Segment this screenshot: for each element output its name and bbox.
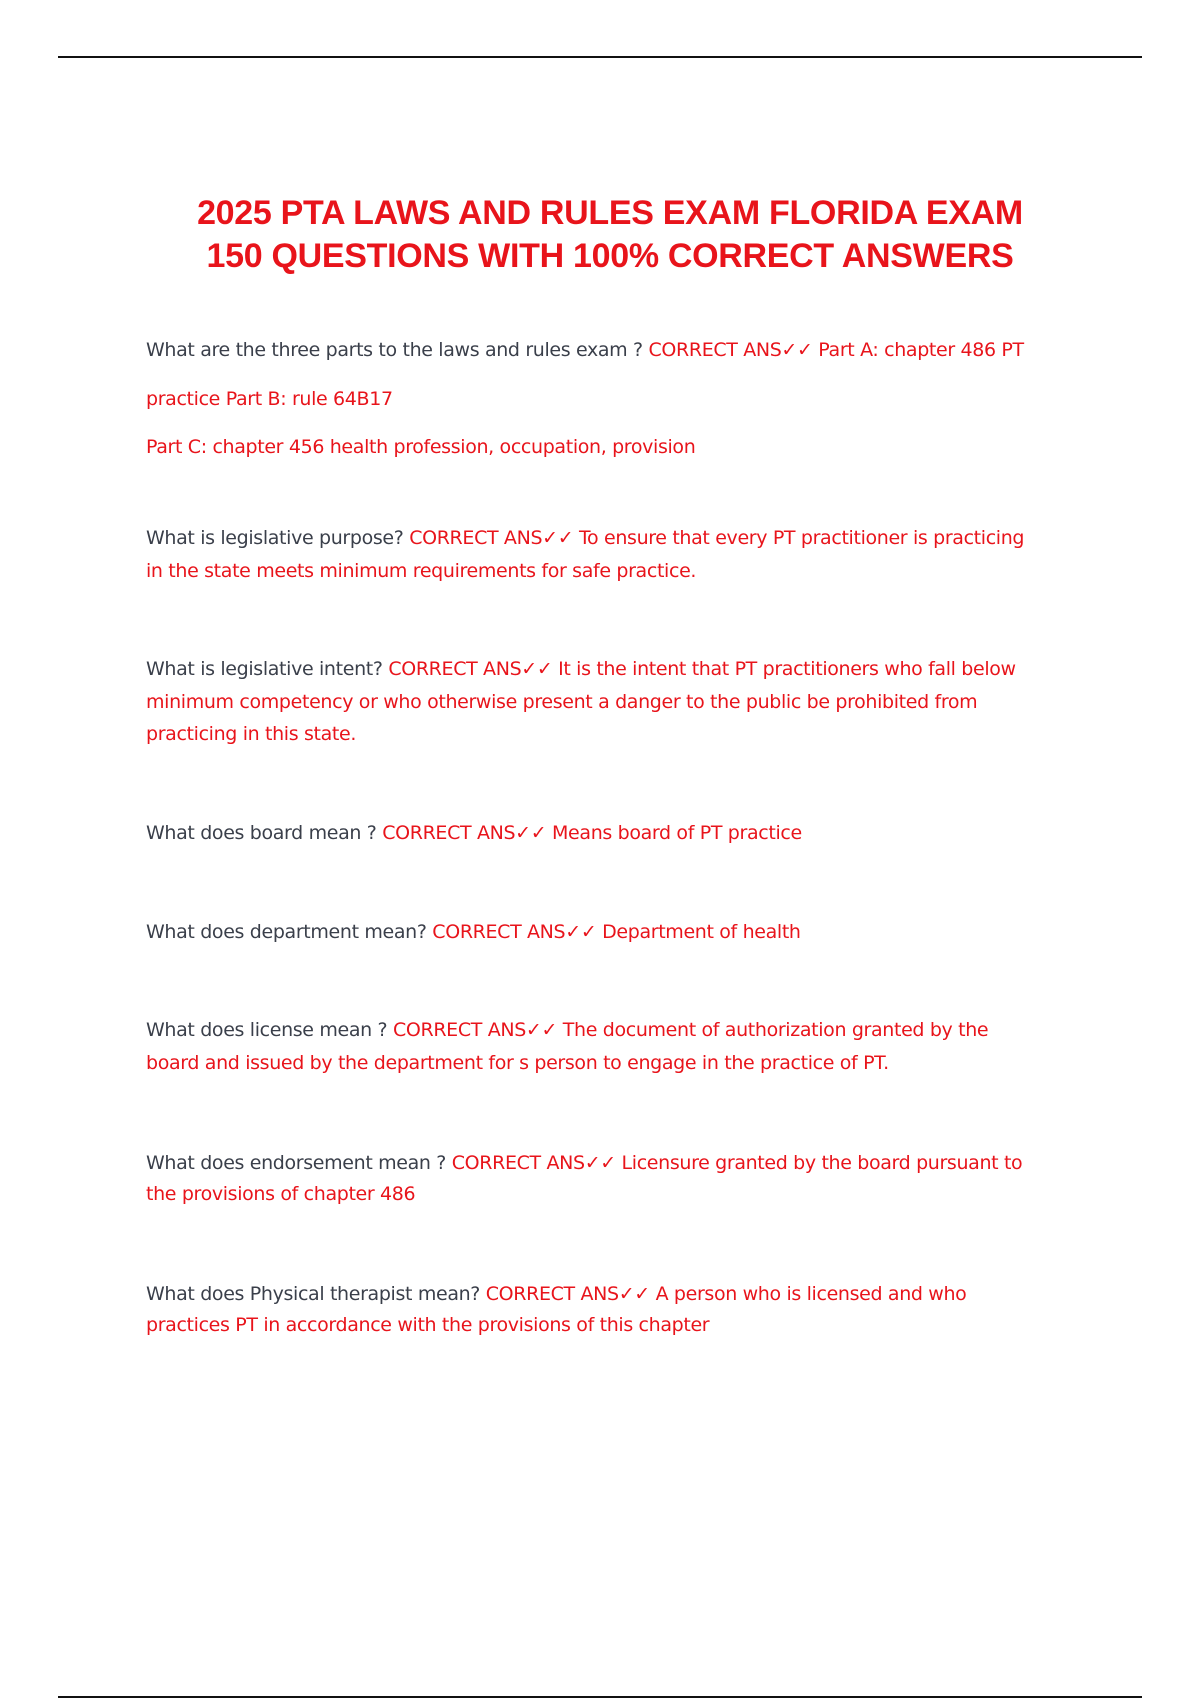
- answer-text: Licensure granted by the board pursuant to: [621, 1152, 1023, 1174]
- answer-text: the provisions of chapter 486: [146, 1182, 416, 1205]
- answer-text: To ensure that every PT practitioner is practicing: [579, 527, 1025, 549]
- qa-item-3: [146, 653, 1086, 751]
- answer-marker: CORRECT ANS✓✓: [432, 921, 597, 943]
- question-text: What are the three parts to the laws and rules exam ?: [146, 339, 643, 361]
- qa-item-4: [146, 817, 1086, 850]
- question-text: What is legislative intent?: [146, 658, 383, 680]
- question-text: What does license mean ?: [146, 1019, 388, 1041]
- bottom-rule: [58, 1696, 1142, 1698]
- answer-text: in the state meets minimum requirements for safe practice.: [146, 559, 697, 582]
- answer-text: board and issued by the department for s person to engage in the practice of PT.: [146, 1051, 889, 1074]
- answer-text: Part A: chapter 486 PT: [818, 339, 1024, 361]
- qa-item-8: [146, 1279, 1086, 1340]
- title-line-1: 2025 PTA LAWS AND RULES EXAM FLORIDA EXAM: [197, 194, 1023, 232]
- qa-item-7: [146, 1148, 1086, 1209]
- qa-line: [146, 1014, 1086, 1047]
- answer-text: Means board of PT practice: [552, 822, 802, 844]
- title-line-2: 150 QUESTIONS WITH 100% CORRECT ANSWERS: [206, 237, 1014, 275]
- qa-line: [146, 522, 1086, 555]
- answer-text: A person who is licensed and who: [655, 1283, 967, 1305]
- answer-marker: CORRECT ANS✓✓: [409, 527, 574, 549]
- answer-marker: CORRECT ANS✓✓: [451, 1152, 616, 1174]
- qa-line: [146, 916, 1086, 949]
- question-text: What does department mean?: [146, 921, 427, 943]
- top-rule: [58, 56, 1142, 58]
- qa-item-1: [146, 326, 1086, 472]
- question-text: What does endorsement mean ?: [146, 1152, 447, 1174]
- document-title: [140, 192, 1080, 278]
- answer-marker: CORRECT ANS✓✓: [382, 822, 547, 844]
- qa-line: [146, 817, 1086, 850]
- answer-marker: CORRECT ANS✓✓: [388, 658, 553, 680]
- answer-marker: CORRECT ANS✓✓: [648, 339, 813, 361]
- answer-marker: CORRECT ANS✓✓: [485, 1283, 650, 1305]
- answer-text: practices PT in accordance with the provisions of this chapter: [146, 1313, 710, 1336]
- qa-item-2: [146, 522, 1086, 587]
- question-text: What does Physical therapist mean?: [146, 1283, 481, 1305]
- qa-item-5: [146, 916, 1086, 949]
- answer-text: minimum competency or who otherwise present a danger to the public be prohibited from: [146, 690, 978, 713]
- answer-text: practice Part B: rule 64B17: [146, 387, 393, 410]
- qa-line: [146, 653, 1086, 686]
- qa-item-6: [146, 1014, 1086, 1079]
- answer-text: It is the intent that PT practitioners who fall below: [558, 658, 1016, 680]
- question-text: What is legislative purpose?: [146, 527, 404, 549]
- qa-line: [146, 1279, 1086, 1310]
- answer-text: practicing in this state.: [146, 723, 357, 745]
- answer-text: Department of health: [602, 921, 801, 943]
- question-text: What does board mean ?: [146, 822, 377, 844]
- qa-line: [146, 1148, 1086, 1179]
- answer-marker: CORRECT ANS✓✓: [392, 1019, 558, 1041]
- answer-text: The document of authorization granted by the: [562, 1019, 989, 1041]
- answer-text: Part C: chapter 456 health profession, occupation, provision: [146, 436, 696, 458]
- qa-line: [146, 326, 1086, 375]
